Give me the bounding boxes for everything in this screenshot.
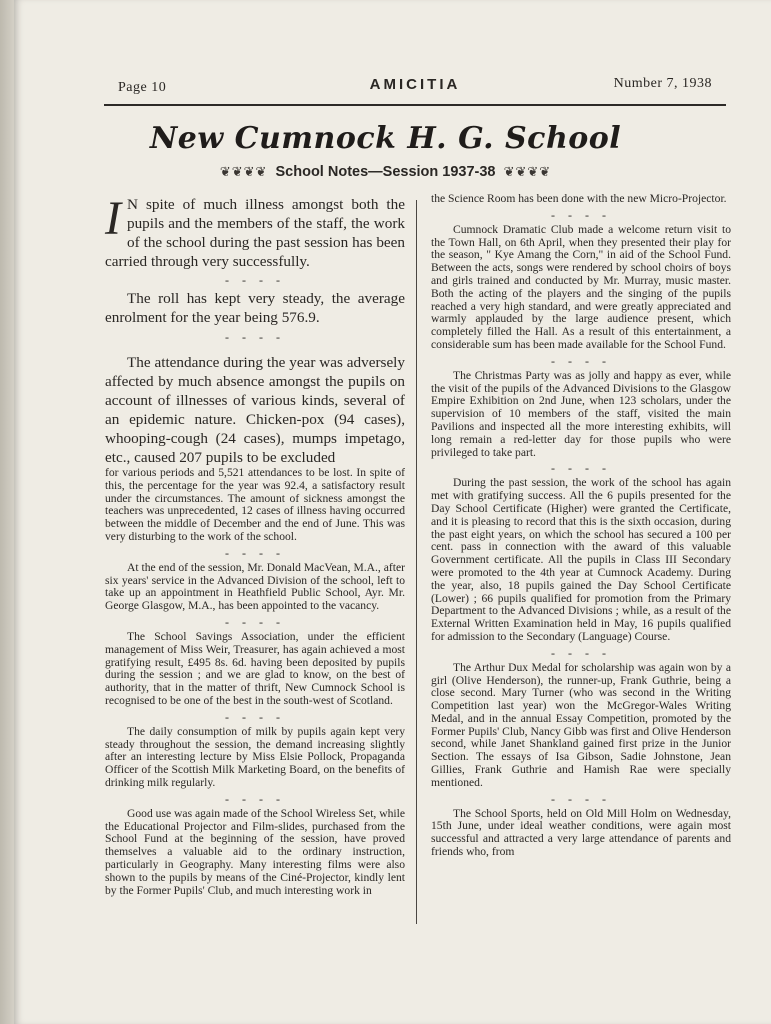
article-subtitle [0, 164, 771, 180]
section-separator: - - - - [225, 273, 285, 287]
paragraph-attendance: The attendance during the year was adversely affected by much absence amongst the pupils on account of illnesses of various kinds, several of an epidemic nature. Chicken-pox (94 cases), whooping-cough (24 cases), mumps impetago, etc., caused 207 pupils to be excluded [105, 354, 405, 466]
paragraph-savings: The School Savings Association, under the efficient management of Miss Weir, Treasurer, has again achieved a most gratifying result, £495 8s. 6d. having been deposited by pupils during the session ; and we are glad to know, on the best of authority, that in the matter of thrift, New Cumnock School is recognised to be one of the best in the south-west of Scotland. [105, 629, 405, 707]
subtitle-text: School Notes—Session 1937-38 [275, 164, 496, 180]
section-separator: - - - - [551, 353, 611, 368]
paragraph-roll: The roll has kept very steady, the average enrolment for the year being 576.9. [105, 290, 405, 326]
left-column [105, 192, 405, 897]
section-separator: - - - - [551, 461, 611, 476]
paragraph-science-room: the Science Room has been done with the new Micro-Projector. [431, 192, 727, 205]
section-separator: - - - - [225, 791, 285, 806]
section-separator: - - - - [225, 614, 285, 629]
ornament-right-icon: ❦❦❦❦ [503, 165, 552, 180]
magazine-title: AMICITIA [369, 76, 461, 93]
section-separator: - - - - [225, 330, 285, 344]
paragraph-staff: At the end of the session, Mr. Donald MacVean, M.A., after six years' service in the Advanced Division of the school, left to take up an appointment in Heathfield Public School, Ayr. Mr. George Glasgow, M.A., has been appointed to the vacancy. [105, 560, 405, 613]
section-separator: - - - - [225, 709, 285, 724]
section-separator: - - - - [225, 545, 285, 560]
section-separator: - - - - [551, 207, 611, 222]
paragraph-intro [105, 192, 405, 271]
paragraph-milk: The daily consumption of milk by pupils again kept very steady throughout the session, the demand increasing slightly after an interesting lecture by Miss Elsie Pollock, Propaganda Officer of the Scottish Milk Marketing Board, on the benefits of drinking milk regularly. [105, 724, 405, 789]
paragraph-christmas-party: The Christmas Party was as jolly and happy as ever, while the visit of the pupils of the Advanced Divisions to the Glasgow Empire Exhibition on 2nd June, when 123 scholars, under the supervision of 10 members of the staff, visited the main Pavilions and inspected all the more interesting exhibits, will long remain a red-letter day for those pupils who were privileged to take part. [431, 368, 731, 459]
column-divider [416, 200, 417, 924]
drop-cap: I [105, 192, 121, 245]
right-column [431, 193, 731, 859]
paragraph-sports: The School Sports, held on Old Mill Holm on Wednesday, 15th June, under ideal weather conditions, were again most successful and attracted a very large attendance of parents and friends who, from [431, 806, 731, 859]
header-rule [104, 104, 726, 106]
page-number: Page 10 [118, 80, 167, 95]
paragraph-dramatic-club: Cumnock Dramatic Club made a welcome return visit to the Town Hall, on 6th April, when they presented their play for the season, " Kye Amang the Corn," in aid of the School Fund. Between the acts, songs were rendered by school choirs of boys and girls trained and conducted by Mr. Murray, music master. Both the acting of the players and the singing of the pupils reached a very high standard, and were greatly appreciated and warmly applauded by the large audience present, which completely filled the Hall. As a result of this entertainment, a considerable sum has been made available for the School Fund. [431, 222, 731, 351]
paragraph-wireless: Good use was again made of the School Wireless Set, while the Educational Projector and Film-slides, purchased from the School Fund at the beginning of the session, have proved themselves a valuable aid to the ordinary instruction, particularly in Geography. Many interesting films were also shown to the pupils by means of the Ciné-Projector, kindly lent by the Former Pupils' Club, and much interesting work in [105, 806, 405, 897]
section-separator: - - - - [551, 791, 611, 806]
ornament-left-icon: ❦❦❦❦ [219, 165, 268, 180]
paragraph-dux-medal: The Arthur Dux Medal for scholarship was again won by a girl (Olive Henderson), the runner-up, Frank Guthrie, being a close second. Mary Turner (who was second in the Writing Competition last year) won the McGregor-Wales Writing Medal, and in the annual Essay Competition, promoted by the Former Pupils' Club, Nancy Gibb was first and Olive Henderson second, while Janet Shankland gained first prize in the Junior Section. The essays of Isa Gibson, Sadie Johnstone, Jean Gillies, Frank Guthrie and Hamish Rae were specially mentioned. [431, 660, 731, 789]
paragraph-intro-text: N spite of much illness amongst both the pupils and the members of the staff, the work of the school during the past session has been carried through very successfully. [105, 196, 405, 270]
section-separator: - - - - [551, 645, 611, 660]
paragraph-attendance-cont: for various periods and 5,521 attendances to be lost. In spite of this, the percentage for the year was 92.4, a satisfactory result under the circumstances. The amount of sickness amongst the teachers was unprecedented, 12 cases of illness having occurred between the middle of December and the end of June. This was very disturbing to the work of the school. [105, 466, 405, 543]
page-header [104, 76, 726, 96]
issue-number: Number 7, 1938 [613, 76, 712, 91]
paragraph-certificates: During the past session, the work of the school has again met with gratifying success. All the 6 pupils presented for the Day School Certificate (Higher) were granted the Certificate, and it is pleasing to record that this is the sixth occasion, during the past eight years, on which the school has secured a 100 per cent. pass in connection with the award of this valuable Government certificate. All the pupils in Class III Secondary were promoted to the 4th year at Cumnock Academy. During the year, also, 18 pupils gained the Day School Certificate (Lower) ; 66 pupils qualified for promotion from the Primary Department to the Advanced Divisions ; while, as a result of the External Written Examination held in May, 16 pupils qualified for admission to the Secondary (Language) Course. [431, 476, 731, 643]
article-title: New Cumnock H. G. School [149, 121, 622, 156]
